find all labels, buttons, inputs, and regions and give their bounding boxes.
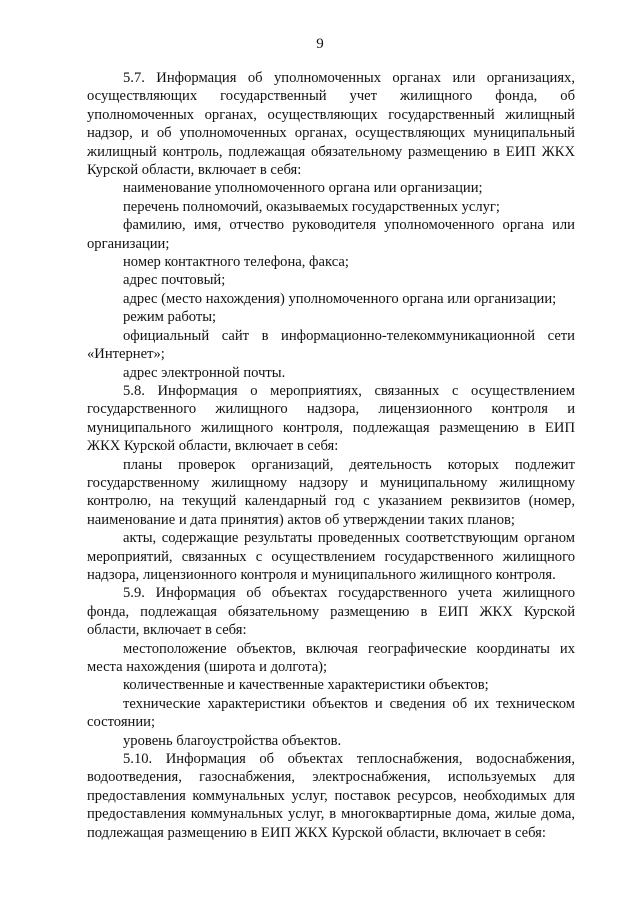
- list-item: уровень благоустройства объектов.: [123, 732, 342, 749]
- list-item: местоположение объектов, включая географические координаты их места нахождения (широта и долгота);: [87, 640, 575, 675]
- list-item: адрес электронной почты.: [123, 364, 286, 381]
- list-item: планы проверок организаций, деятельность которых подлежит государственному жилищному надзору и муниципальному жилищному контролю, на текущий календарный год с указанием реквизитов (номер, наименование и дата принятия) актов об утверждении таких планов;: [87, 456, 575, 528]
- list-item: перечень полномочий, оказываемых государственных услуг;: [123, 198, 500, 215]
- paragraph-5-8: 5.8. Информация о мероприятиях, связанных с осуществлением государственного жилищного надзора, лицензионного контроля и муниципального жилищного контроля, подлежащая размещению в ЕИП ЖКХ Курской области, включает в себя:: [87, 382, 575, 455]
- list-item: номер контактного телефона, факса;: [123, 254, 349, 271]
- list-item: наименование уполномоченного органа или организации;: [123, 180, 483, 197]
- list-item: официальный сайт в информационно-телекоммуникационной сети «Интернет»;: [87, 327, 575, 363]
- paragraph-5-9: 5.9. Информация об объектах государственного учета жилищного фонда, подлежащая обязательному размещению в ЕИП ЖКХ Курской области, включает в себя:: [87, 585, 575, 639]
- list-item: технические характеристики объектов и сведения об их техническом состоянии;: [87, 695, 575, 731]
- list-item: фамилию, имя, отчество руководителя уполномоченного органа или организации;: [87, 217, 575, 252]
- list-item: количественные и качественные характеристики объектов;: [123, 677, 489, 694]
- page-number: 9: [316, 36, 324, 52]
- list-item: адрес (место нахождения) уполномоченного органа или организации;: [123, 290, 557, 307]
- list-item: адрес почтовый;: [123, 272, 226, 289]
- paragraph-5-10: 5.10. Информация об объектах теплоснабжения, водоснабжения, водоотведения, газоснабжения, электроснабжения, используемых для предоставления коммунальных услуг, поставок ресурсов, необходимых для предоставления коммунальных услуг, в многоквартирные дома, жилые дома, подлежащая размещению в ЕИП ЖКХ Курской области, включает в себя:: [87, 751, 575, 841]
- list-item: режим работы;: [123, 309, 217, 326]
- list-item: акты, содержащие результаты проведенных соответствующим органом мероприятий, связанных с осуществлением государственного жилищного надзора, лицензионного контроля и муниципального жилищного контроля.: [87, 530, 575, 583]
- paragraph-5-7: 5.7. Информация об уполномоченных органах или организациях, осуществляющих государственный учет жилищного фонда, об уполномоченных органах, осуществляющих государственный жилищный надзор, и об уполномоченных органах, осуществляющих муниципальный жилищный контроль, подлежащая обязательному размещению в ЕИП ЖКХ Курской области, включает в себя:: [87, 70, 575, 179]
- document-body: [87, 69, 575, 842]
